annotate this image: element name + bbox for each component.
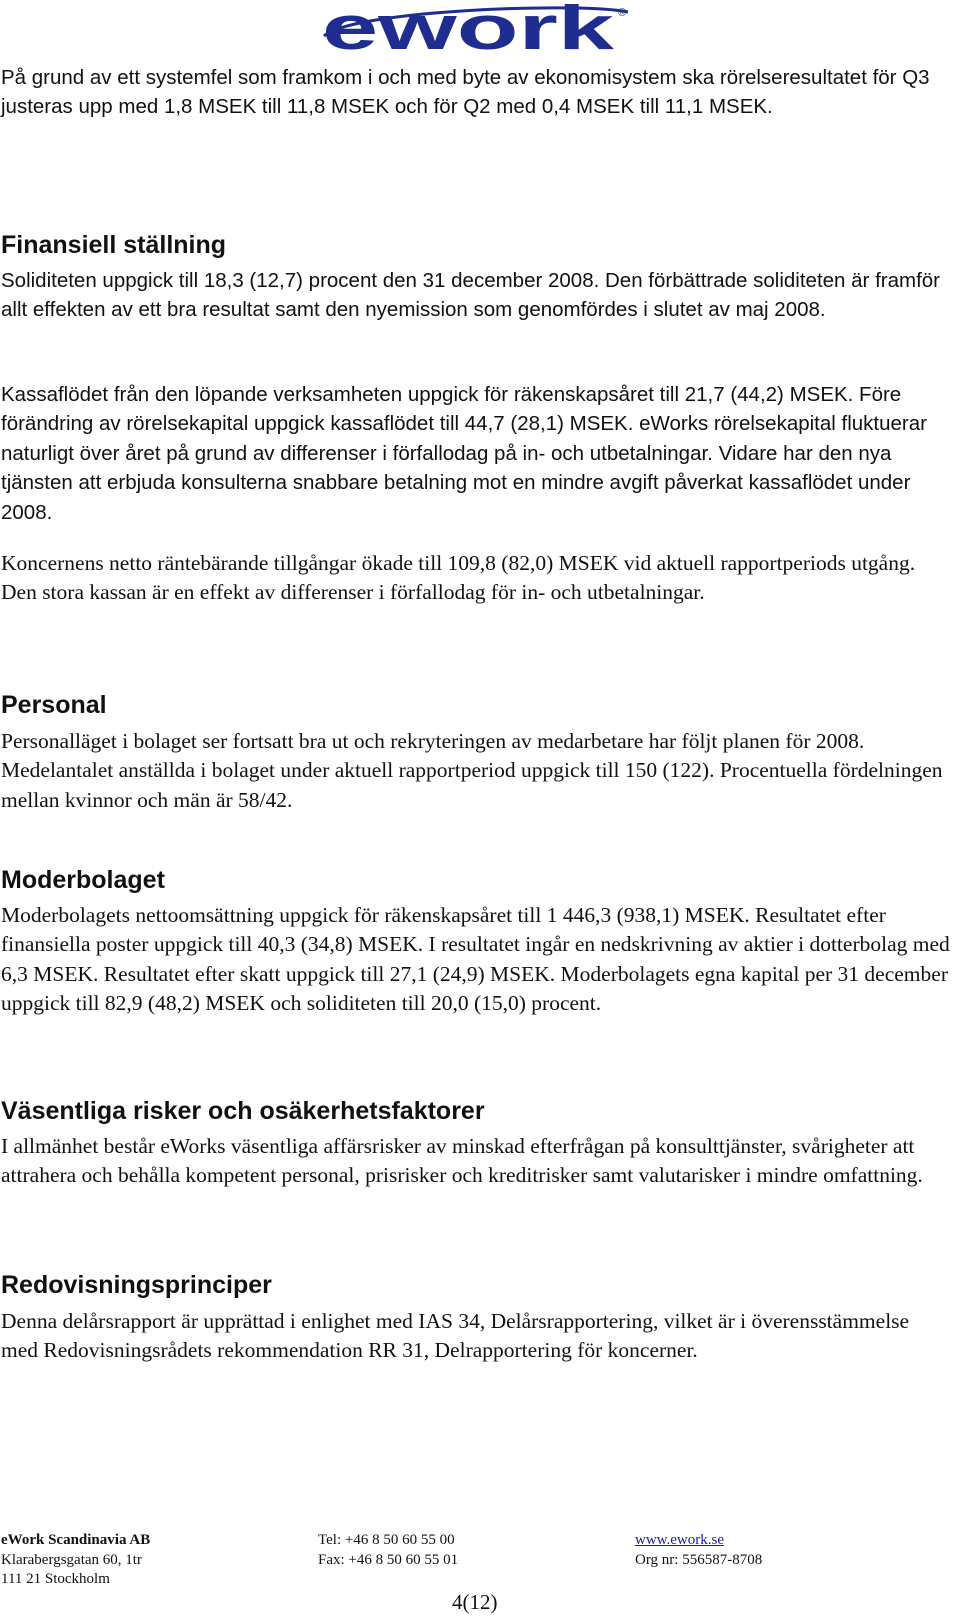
personal-paragraph: Personalläget i bolaget ser fortsatt bra ut och rekryteringen av medarbetare har följt planen för 2008. Medelantalet anställda i bolaget under aktuell rapportperiod uppgick till 150 (122). Procentuella fördelningen mellan kvinnor och män är 58/42. (1, 729, 943, 812)
footer-address (1, 1531, 150, 1590)
heading-finansiell-stallning: Finansiell ställning (1, 231, 227, 259)
heading-personal: Personal (1, 691, 107, 719)
risker-paragraph: I allmänhet består eWorks väsentliga affärsrisker av minskad efterfrågan på konsulttjänster, svårigheter att attrahera och behålla kompetent personal, prisrisker och kreditrisker samt valutarisker i mindre omfattning. (1, 1134, 923, 1188)
footer-contact (318, 1531, 458, 1570)
finansiell-paragraph-2-start (1, 380, 951, 527)
footer-city: 111 21 Stockholm (1, 1571, 110, 1587)
moderbolaget-paragraph: Moderbolagets nettoomsättning uppgick för räkenskapsåret till 1 446,3 (938,1) MSEK. Resultatet efter finansiella poster uppgick till 40,3 (34,8) MSEK. I resultatet ingår en nedskrivning av aktier i dotterbolag med 6,3 MSEK. Resultatet efter skatt uppgick till 27,1 (24,9) MSEK. Moderbolagets egna kapital per 31 december uppgick till 82,9 (48,2) MSEK och soliditeten till 20,0 (15,0) procent. (1, 903, 950, 1016)
finansiell-paragraph-2: Kassaflödet från den löpande verksamheten uppgick för räkenskapsåret till 21,7 (44,2) MSEK. Före förändring av rörelsekapital uppgick kassaflödet till 44,7 (28,1) MSEK. eWorks rörelsekapital fluktuerar naturligt över året på grund av differenser i förfallodag på in- och utbetalningar. Vidare har den nya tjänsten att erbjuda konsulterna snabbare betalning mot en mindre avgift påverkat kassaflödet under 2008. (1, 383, 927, 524)
footer-org-number: Org nr: 556587-8708 (635, 1551, 763, 1568)
heading-vasentliga-risker: Väsentliga risker och osäkerhetsfaktorer (1, 1097, 485, 1125)
heading-redovisningsprinciper: Redovisningsprinciper (1, 1271, 272, 1299)
heading-moderbolaget: Moderbolaget (1, 866, 165, 894)
footer-company: eWork Scandinavia AB (1, 1532, 151, 1548)
ework-logo-graphic (322, 2, 642, 54)
redovisning-paragraph: Denna delårsrapport är upprättad i enlighet med IAS 34, Delårsrapportering, vilket är i överensstämmelse med Redovisningsrådets rekommendation RR 31, Delrapportering för koncerner. (1, 1309, 910, 1363)
finansiell-paragraph-1: Soliditeten uppgick till 18,3 (12,7) procent den 31 december 2008. Den förbättrade soliditeten är framför allt effekten av ett bra resultat samt den nyemission som genomfördes i slutet av maj 2008. (1, 269, 940, 322)
footer-web-org (635, 1531, 762, 1570)
footer-website-link[interactable]: www.ework.se (635, 1532, 725, 1548)
ework-logo (322, 2, 642, 54)
finansiell-paragraph-3: Koncernens netto räntebärande tillgångar ökade till 109,8 (82,0) MSEK vid aktuell rapportperiods utgång. Den stora kassan är en effekt av differenser i förfallodag för in- och utbetalningar. (1, 551, 916, 605)
footer-street: Klarabergsgatan 60, 1tr (1, 1551, 142, 1568)
intro-paragraph: På grund av ett systemfel som framkom i och med byte av ekonomisystem ska rörelseresultatet för Q3 justeras upp med 1,8 MSEK till 11,8 MSEK och för Q2 med 0,4 MSEK till 11,1 MSEK. (1, 66, 930, 119)
page-number: 4(12) (452, 1590, 498, 1614)
logo-wordmark: ework (322, 2, 615, 54)
footer-tel: Tel: +46 8 50 60 55 00 (318, 1532, 455, 1548)
footer-fax: Fax: +46 8 50 60 55 01 (318, 1551, 459, 1568)
logo-registered-mark: ® (618, 7, 627, 19)
